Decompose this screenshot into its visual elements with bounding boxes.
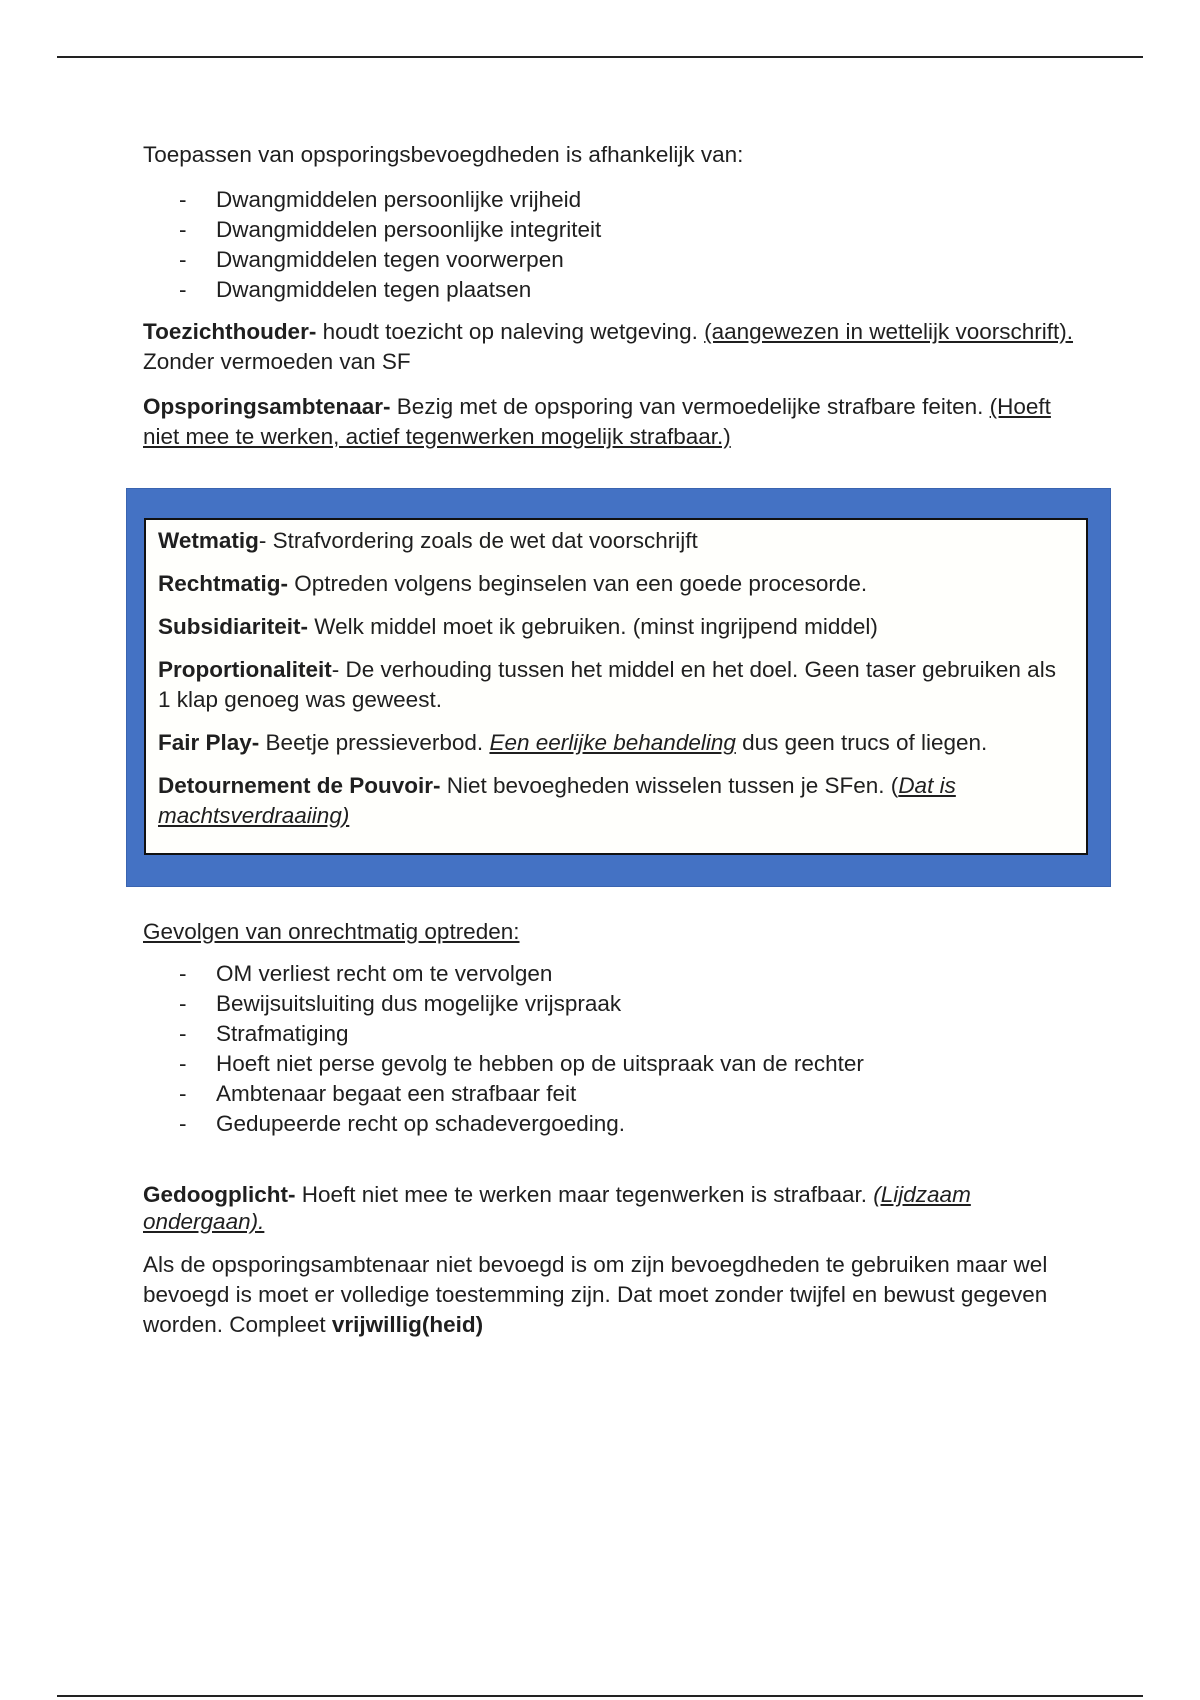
opsporingsambtenaar-text: Bezig met de opsporing van vermoedelijke strafbare feiten. [390, 394, 990, 419]
toezichthouder-text: houdt toezicht op naleving wetgeving. [316, 319, 705, 344]
fairplay-text: Beetje pressieverbod. [259, 730, 490, 755]
toezichthouder-paragraph [143, 317, 1073, 377]
gedoogplicht-text: Hoeft niet mee te werken maar tegenwerken is strafbaar. [295, 1182, 874, 1207]
gedoogplicht-emphasis: (Lijdzaam ondergaan). [143, 1182, 971, 1234]
list-item: - Bewijsuitsluiting dus mogelijke vrijspraak [143, 989, 1073, 1019]
proportionaliteit-paragraph [158, 655, 1074, 715]
fairplay-text-end: dus geen trucs of liegen. [735, 730, 988, 755]
opsporingsambtenaar-term: Opsporingsambtenaar- [143, 394, 391, 419]
principles-inner-box [144, 518, 1088, 855]
wetmatig-text: - Strafvordering zoals de wet dat voorschrijft [258, 528, 698, 553]
detournement-paragraph [158, 771, 1074, 831]
proportionaliteit-text: - De verhouding tussen het middel en het doel. Geen taser gebruiken als 1 klap genoeg was geweest. [158, 657, 1056, 712]
intro-paragraph: Toepassen van opsporingsbevoegdheden is afhankelijk van: [143, 142, 744, 167]
toestemming-paragraph [143, 1250, 1073, 1340]
rechtmatig-term: Rechtmatig- [158, 571, 289, 596]
list-item: - Dwangmiddelen persoonlijke integriteit [143, 215, 1073, 245]
dwangmiddelen-list [143, 185, 1073, 305]
list-item: - Dwangmiddelen tegen voorwerpen [143, 245, 1073, 275]
header-rule [57, 56, 1143, 58]
wetmatig-term: Wetmatig [158, 528, 259, 553]
fairplay-emphasis: Een eerlijke behandeling [489, 730, 736, 755]
list-item: - Hoeft niet perse gevolg te hebben op de uitspraak van de rechter [143, 1049, 1073, 1079]
list-item: - Dwangmiddelen tegen plaatsen [143, 275, 1073, 305]
detournement-emphasis: Dat is machtsverdraaiing) [158, 773, 956, 828]
opsporingsambtenaar-underlined: (Hoeft niet mee te werken, actief tegenwerken mogelijk strafbaar.) [143, 394, 1051, 449]
fairplay-term: Fair Play- [158, 730, 260, 755]
detournement-text: Niet bevoegheden wisselen tussen je SFen. ( [440, 773, 899, 798]
rechtmatig-paragraph [158, 569, 1074, 599]
toezichthouder-underlined: (aangewezen in wettelijk voorschrift). [704, 319, 1074, 344]
rechtmatig-text: Optreden volgens beginselen van een goede procesorde. [288, 571, 868, 596]
footer-rule [57, 1695, 1143, 1697]
toestemming-bold: vrijwillig(heid) [331, 1312, 484, 1337]
proportionaliteit-term: Proportionaliteit [158, 657, 332, 682]
list-item: - Dwangmiddelen persoonlijke vrijheid [143, 185, 1073, 215]
list-item: - Ambtenaar begaat een strafbaar feit [143, 1079, 1073, 1109]
gedoogplicht-term: Gedoogplicht- [143, 1182, 296, 1207]
wetmatig-paragraph [158, 526, 1074, 556]
toezichthouder-rest: Zonder vermoeden van SF [143, 349, 411, 374]
list-item: - Strafmatiging [143, 1019, 1073, 1049]
principles-box [126, 488, 1111, 887]
gedoogplicht-paragraph [143, 1181, 1073, 1235]
subsidiariteit-text: Welk middel moet ik gebruiken. (minst ingrijpend middel) [308, 614, 878, 639]
toestemming-text: Als de opsporingsambtenaar niet bevoegd is om zijn bevoegdheden te gebruiken maar wel bevoegd is moet er volledige toestemming zijn. Dat moet zonder twijfel en bewust gegeven worden. Compleet [143, 1252, 1048, 1337]
document-body [143, 140, 1073, 1355]
list-item: - Gedupeerde recht op schadevergoeding. [143, 1109, 1073, 1139]
detournement-term: Detournement de Pouvoir- [158, 773, 441, 798]
gevolgen-list [143, 959, 1073, 1139]
subsidiariteit-paragraph [158, 612, 1074, 642]
list-item: - OM verliest recht om te vervolgen [143, 959, 1073, 989]
fairplay-paragraph [158, 728, 1074, 758]
subsidiariteit-term: Subsidiariteit- [158, 614, 309, 639]
spacer [143, 1151, 1073, 1181]
opsporingsambtenaar-paragraph [143, 392, 1073, 452]
gevolgen-heading: Gevolgen van onrechtmatig optreden: [143, 919, 520, 944]
toezichthouder-term: Toezichthouder- [143, 319, 317, 344]
